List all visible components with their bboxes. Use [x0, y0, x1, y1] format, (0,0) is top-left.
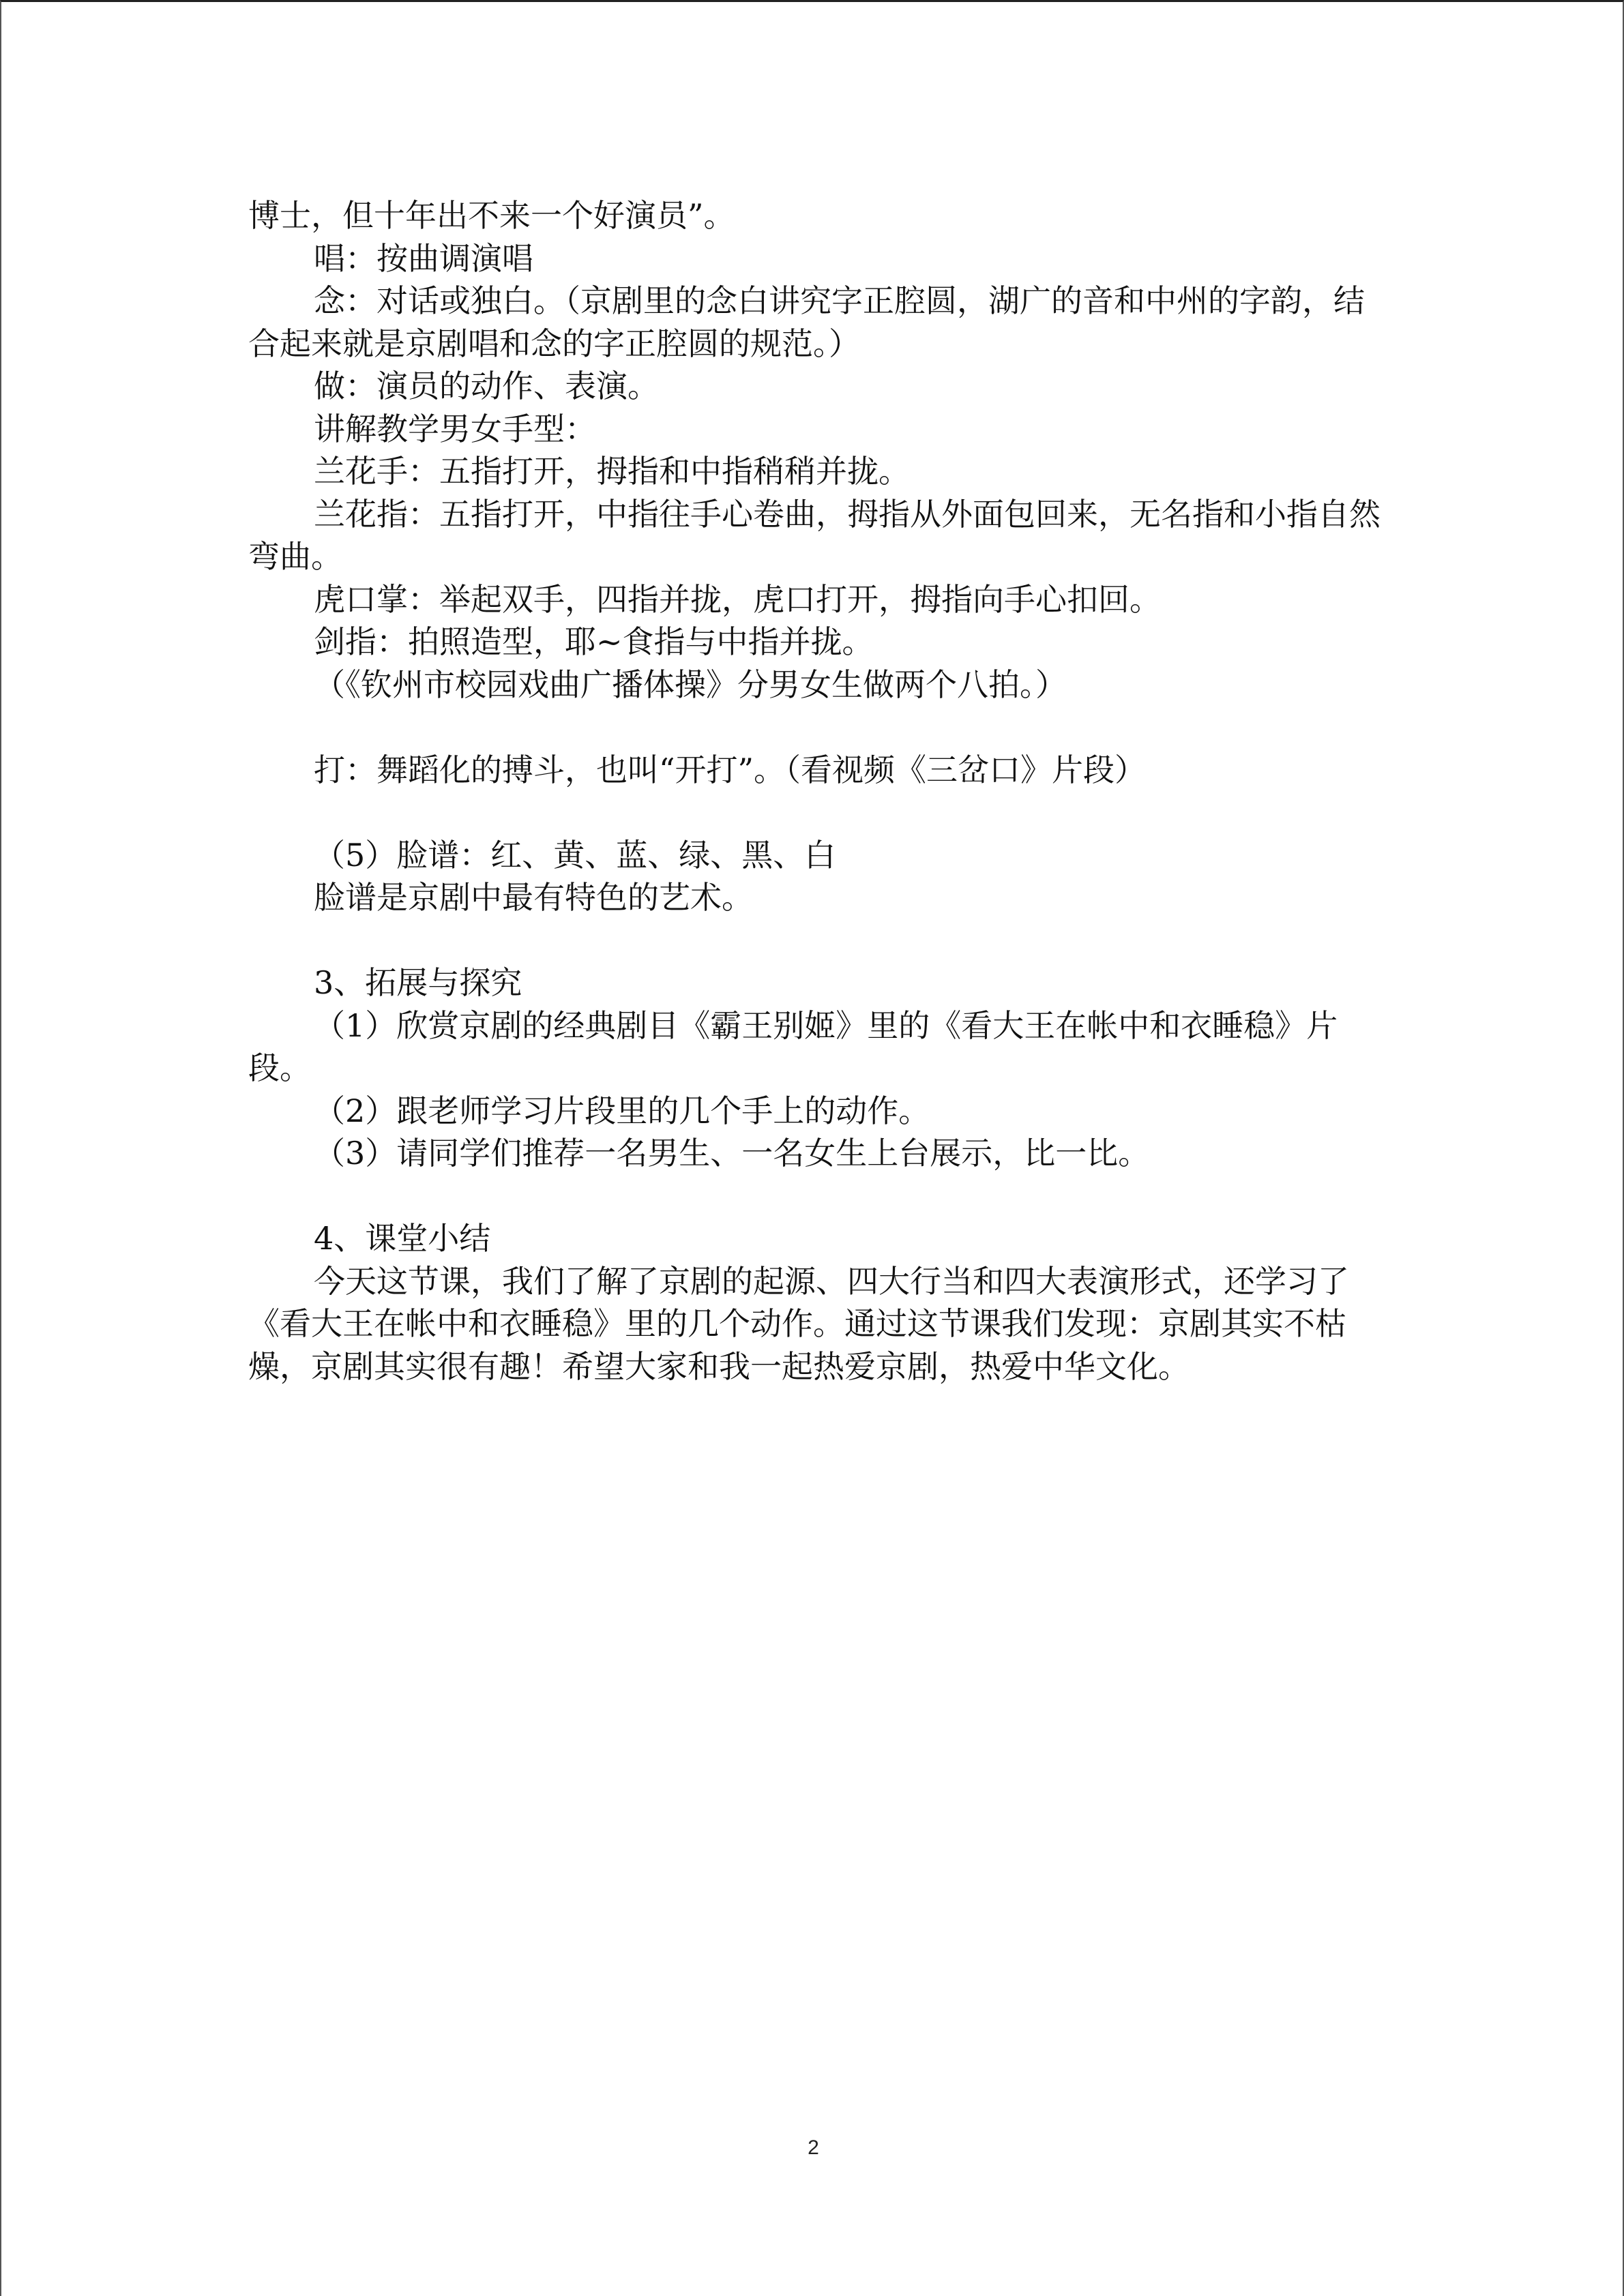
paragraph: 打：舞蹈化的搏斗，也叫“开打”。（看视频《三岔口》片段） — [314, 751, 1147, 788]
paragraph: 3、拓展与探究 — [314, 964, 522, 1001]
paragraph: 脸谱是京剧中最有特色的艺术。 — [314, 879, 753, 916]
paragraph: 博士，但十年出不来一个好演员”。 — [248, 197, 735, 234]
paragraph: 兰花指：五指打开，中指往手心卷曲，拇指从外面包回来，无名指和小指自然弯曲。 — [248, 495, 1381, 575]
paragraph: 4、课堂小结 — [314, 1220, 491, 1257]
paragraph: 唱：按曲调演唱 — [314, 239, 533, 277]
blank-line — [248, 1175, 1381, 1218]
paragraph: （《钦州市校园戏曲广播体操》分男女生做两个八拍。） — [314, 666, 1067, 703]
paragraph: （3）请同学们推荐一名男生、一名女生上台展示，比一比。 — [314, 1135, 1150, 1172]
document-body — [248, 194, 1381, 1388]
paragraph: （2）跟老师学习片段里的几个手上的动作。 — [314, 1092, 930, 1129]
page-number: 2 — [808, 2136, 819, 2159]
blank-line — [248, 919, 1381, 962]
paragraph: 剑指：拍照造型，耶~食指与中指并拢。 — [314, 623, 874, 660]
blank-line — [248, 706, 1381, 749]
paragraph: 念：对话或独白。（京剧里的念白讲究字正腔圆，湖广的音和中州的字韵，结合起来就是京剧唱和念的字正腔圆的规范。） — [248, 282, 1365, 362]
paragraph: 兰花手：五指打开，拇指和中指稍稍并拢。 — [314, 453, 910, 490]
paragraph: （5）脸谱：红、黄、蓝、绿、黑、白 — [314, 836, 836, 874]
paragraph: 做：演员的动作、表演。 — [314, 368, 659, 404]
paragraph: （1）欣赏京剧的经典剧目《霸王别姬》里的《看大王在帐中和衣睡稳》片段。 — [248, 1007, 1338, 1086]
paragraph: 虎口掌：举起双手，四指并拢，虎口打开，拇指向手心扣回。 — [314, 580, 1161, 618]
blank-line — [248, 791, 1381, 834]
paragraph: 今天这节课，我们了解了京剧的起源、四大行当和四大表演形式，还学习了《看大王在帐中和衣睡稳》里的几个动作。通过这节课我们发现：京剧其实不枯燥，京剧其实很有趣！希望大家和我一起热爱京剧，热爱中华文化。 — [248, 1262, 1349, 1385]
paragraph: 讲解教学男女手型： — [314, 410, 596, 447]
